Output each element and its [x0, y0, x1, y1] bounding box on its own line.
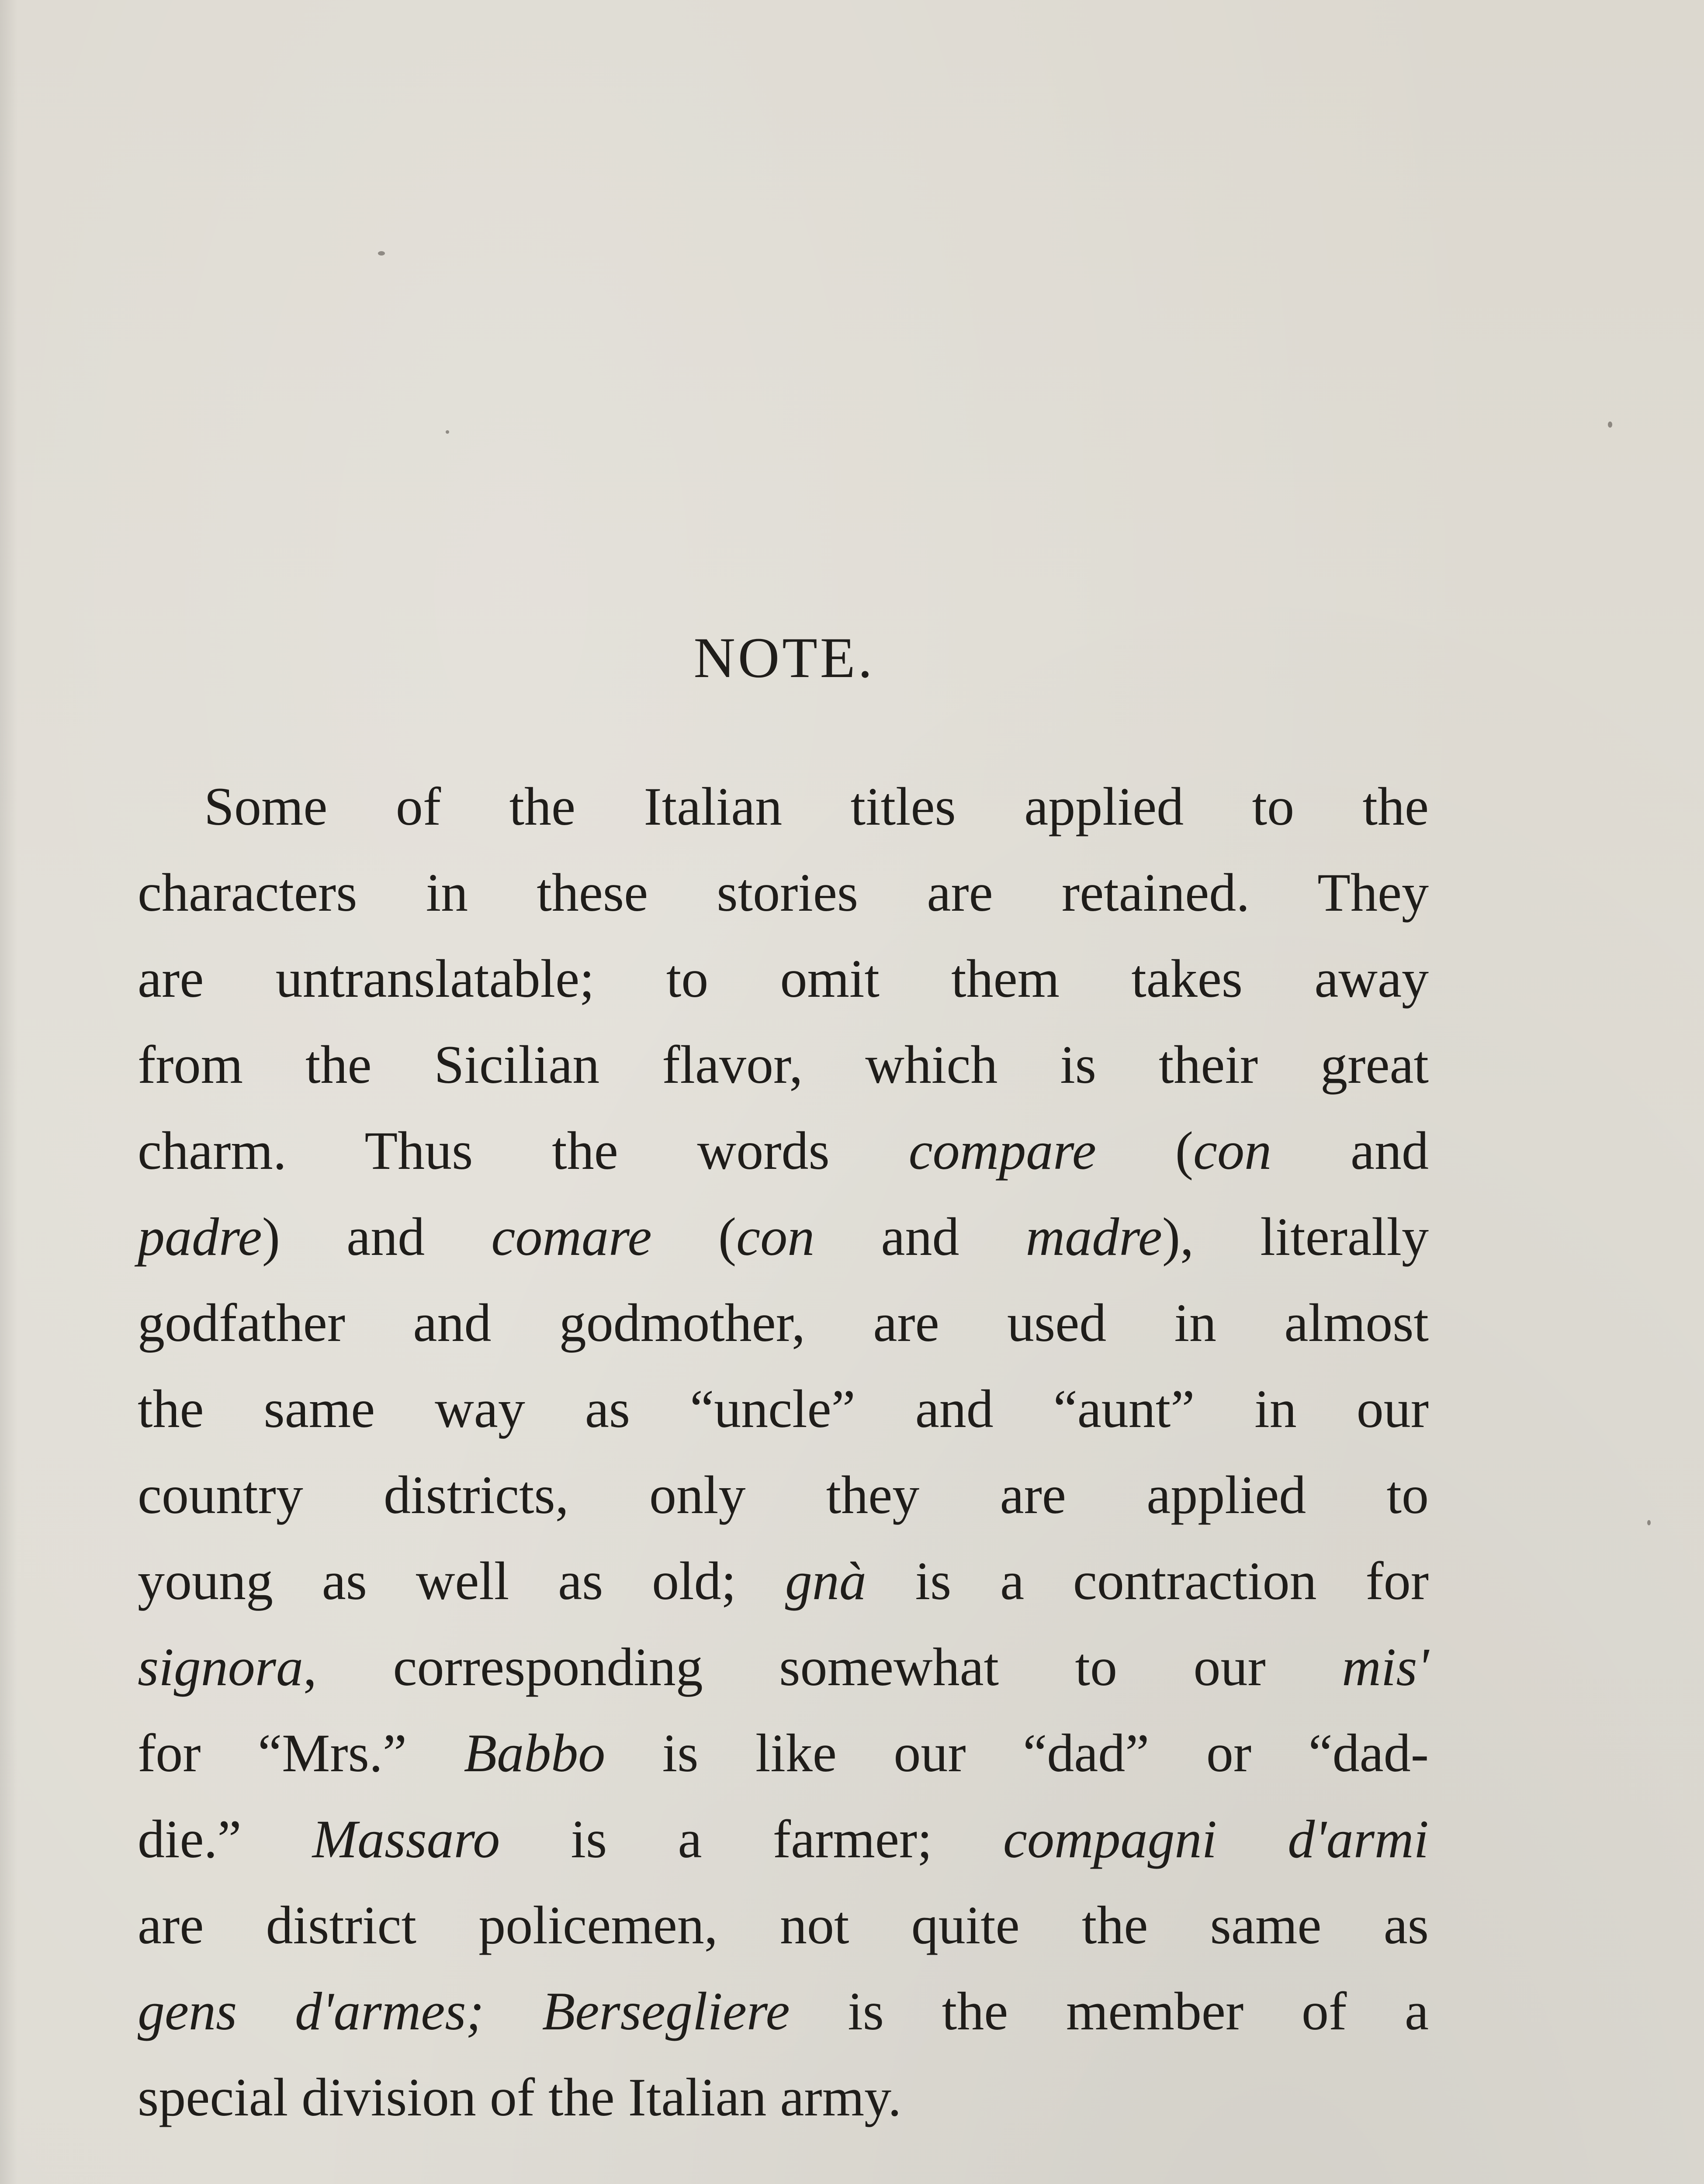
- text-line: for “Mrs.” Babbo is like our “dad” or “dad-: [138, 1723, 1429, 1783]
- text-line: are district policemen, not quite the same as: [138, 1895, 1429, 1955]
- italic-term: signora: [138, 1637, 303, 1697]
- text-line: gens d'armes; Bersegliere is the member of a: [138, 1981, 1429, 2041]
- italic-term: padre: [138, 1207, 262, 1267]
- text-line: padre) and comare (con and madre), literally: [138, 1207, 1429, 1267]
- text-line: young as well as old; gnà is a contraction for: [138, 1551, 1429, 1611]
- paper-speck: [1608, 422, 1612, 428]
- note-body: [138, 764, 1429, 2140]
- text-line: special division of the Italian army.: [138, 2067, 902, 2127]
- page-title: NOTE.: [693, 625, 875, 690]
- italic-term: madre: [1025, 1207, 1162, 1267]
- italic-term: Bersegliere: [542, 1981, 790, 2041]
- text-line: the same way as “uncle” and “aunt” in our: [138, 1379, 1429, 1439]
- text-line: charm. Thus the words compare (con and: [138, 1121, 1429, 1181]
- italic-term: gens d'armes;: [138, 1981, 484, 2041]
- text-line: characters in these stories are retained. They: [138, 863, 1429, 923]
- text-line: godfather and godmother, are used in almost: [138, 1293, 1429, 1353]
- paper-speck: [446, 430, 449, 434]
- text-line: die.” Massaro is a farmer; compagni d'armi: [138, 1809, 1429, 1869]
- italic-term: con: [1193, 1121, 1272, 1181]
- text-line: signora, corresponding somewhat to our mis': [138, 1637, 1429, 1697]
- italic-term: compare: [908, 1121, 1096, 1181]
- paper-speck: [1647, 1520, 1651, 1525]
- italic-term: gnà: [785, 1551, 866, 1611]
- text-line: from the Sicilian flavor, which is their great: [138, 1035, 1429, 1095]
- text-line: are untranslatable; to omit them takes away: [138, 949, 1429, 1009]
- paper-speck: [378, 251, 385, 256]
- italic-term: con: [736, 1207, 815, 1267]
- italic-term: compagni d'armi: [1003, 1809, 1429, 1869]
- italic-term: mis': [1342, 1637, 1429, 1697]
- text-line: country districts, only they are applied to: [138, 1465, 1429, 1525]
- italic-term: comare: [491, 1207, 652, 1267]
- page-edge-shadow: [0, 0, 17, 2184]
- italic-term: Massaro: [312, 1809, 500, 1869]
- italic-term: Babbo: [464, 1723, 606, 1783]
- text-line: Some of the Italian titles applied to the: [204, 777, 1429, 836]
